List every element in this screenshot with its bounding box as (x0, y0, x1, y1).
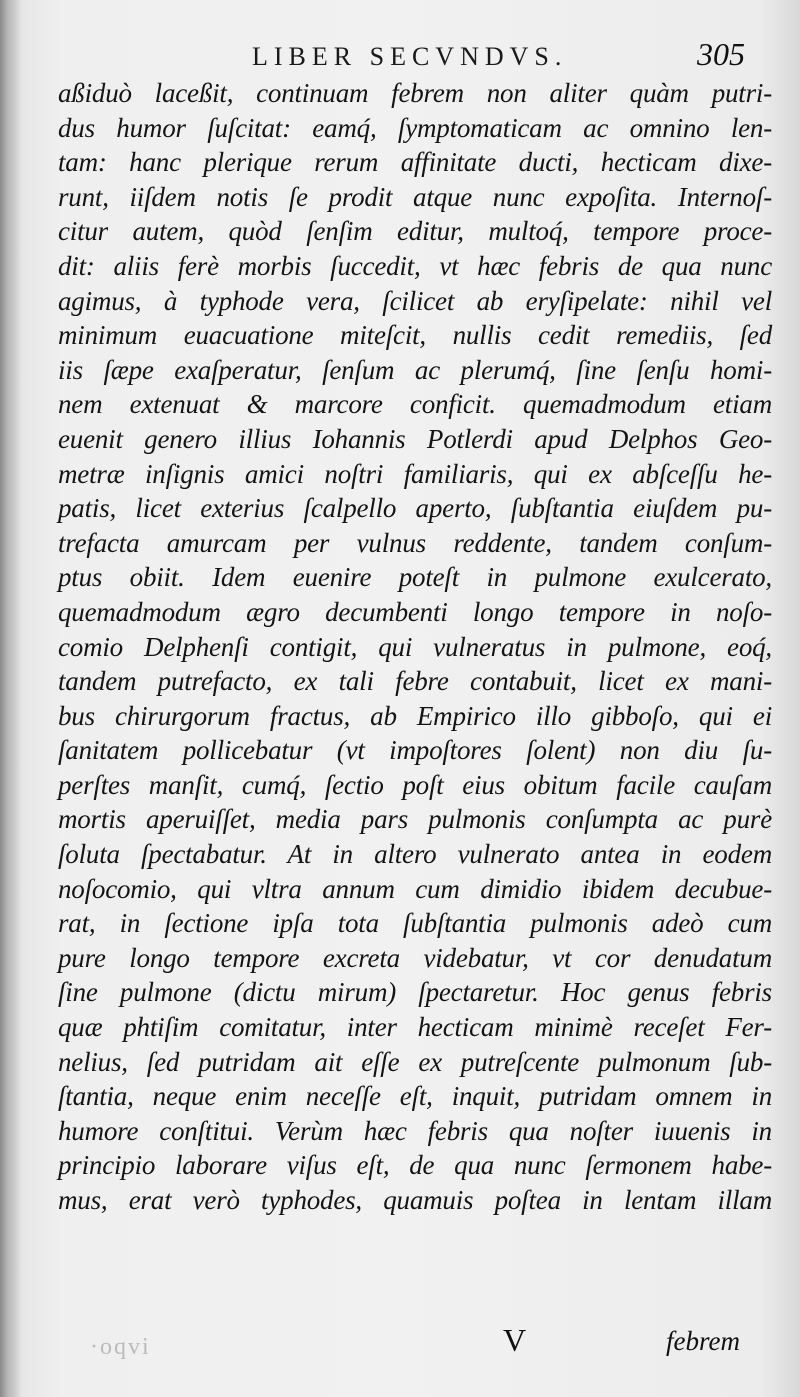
text-line: quemadmodum ægro decumbenti longo tempore in noſo- (58, 596, 772, 627)
text-line: tandem putrefacto, ex tali febre contabuit, licet ex mani- (58, 666, 772, 697)
running-title: LIBER SECVNDVS. (252, 42, 568, 71)
text-line: iis ſæpe exaſperatur, ſenſum ac plerumq́, ſine ſenſu homi- (58, 354, 772, 385)
text-line: ſanitatem pollicebatur (vt impoſtores ſolent) non diu ſu- (58, 735, 772, 766)
text-line: ptus obiit. Idem euenire poteſt in pulmone exulcerato, (58, 562, 772, 593)
text-line: minimum euacuatione miteſcit, nullis cedit remediis, ſed (58, 320, 772, 351)
text-line: comio Delphenſi contigit, qui vulneratus in pulmone, eoq́, (58, 631, 772, 662)
text-line: rat, in ſectione ipſa tota ſubſtantia pulmonis adeò cum (58, 908, 772, 939)
text-line: quæ phtiſim comitatur, inter hecticam minimè receſet Fer- (58, 1012, 772, 1043)
catchword: febrem (666, 1326, 740, 1356)
text-line: ſtantia, neque enim neceſſe eſt, inquit, putridam omnem in (58, 1081, 772, 1112)
text-line: ſoluta ſpectabatur. At in altero vulnerato antea in eodem (58, 839, 772, 870)
text-line: bus chirurgorum fractus, ab Empirico illo gibboſo, qui ei (58, 700, 772, 731)
text-line: mortis aperuiſſet, media pars pulmonis conſumpta ac purè (58, 804, 772, 835)
text-line: humore conſtitui. Verùm hæc febris qua noſter iuuenis in (58, 1115, 772, 1146)
text-line: noſocomio, qui vltra annum cum dimidio ibidem decubue- (58, 873, 772, 904)
text-line: tam: hanc plerique rerum affinitate ducti, hecticam dixe- (58, 147, 772, 178)
text-line: pure longo tempore excreta videbatur, vt cor denudatum (58, 942, 772, 973)
page-number: 305 (697, 36, 745, 72)
text-line: agimus, à typhode vera, ſcilicet ab eryſipelate: nihil vel (58, 285, 772, 316)
text-line: dus humor ſuſcitat: eamq́, ſymptomaticam ac omnino len- (58, 112, 772, 143)
text-line: perſtes manſit, cumq́, ſectio poſt eius obitum facile cauſam (58, 769, 772, 800)
text-line: ſine pulmone (dictu mirum) ſpectaretur. Hoc genus febris (58, 977, 772, 1008)
text-line: runt, iiſdem notis ſe prodit atque nunc expoſita. Internoſ- (58, 181, 772, 212)
text-line: euenit genero illius Iohannis Potlerdi apud Delphos Geo- (58, 423, 772, 454)
text-line: nem extenuat & marcore conficit. quemadmodum etiam (58, 389, 772, 420)
text-line: principio laborare viſus eſt, de qua nunc ſermonem habe- (58, 1150, 772, 1181)
text-line: dit: aliis ferè morbis ſuccedit, vt hæc febris de qua nunc (58, 250, 772, 281)
bleed-through-text: ·oqvi (90, 1334, 151, 1360)
text-line: nelius, ſed putridam ait eſſe ex putreſcente pulmonum ſub- (58, 1046, 772, 1077)
page-footer (0, 1322, 800, 1382)
gutter-shadow (0, 0, 22, 1397)
text-line: trefacta amurcam per vulnus reddente, tandem conſum- (58, 527, 772, 558)
text-line: citur autem, quòd ſenſim editur, multoq́, tempore proce- (58, 216, 772, 247)
text-line: patis, licet exterius ſcalpello aperto, ſubſtantia eiuſdem pu- (58, 493, 772, 524)
text-line: metræ inſignis amici noſtri familiaris, qui ex abſceſſu he- (58, 458, 772, 489)
signature-mark: V (503, 1322, 527, 1358)
body-text (58, 76, 772, 1218)
text-line: aßiduò laceßit, continuam febrem non aliter quàm putri- (58, 78, 772, 108)
text-line: mus, erat verò typhodes, quamuis poſtea in lentam illam (58, 1185, 772, 1215)
